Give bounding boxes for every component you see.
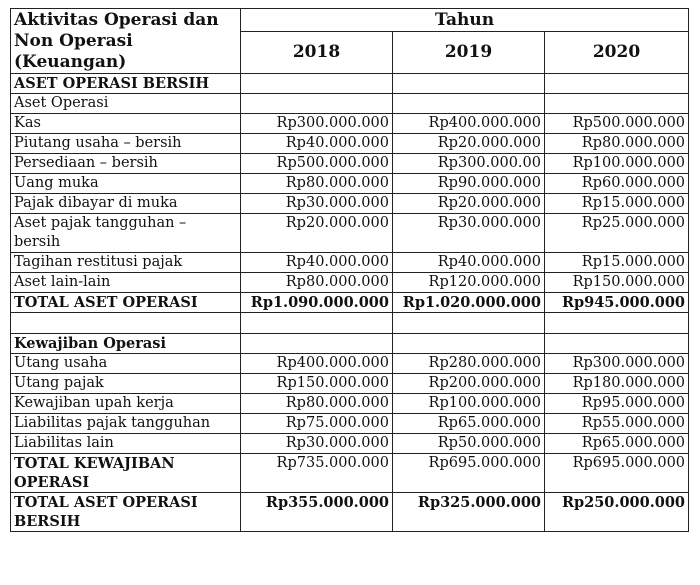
row-label: Aset lain-lain [11, 273, 241, 293]
row-label: Aset Operasi [11, 94, 241, 114]
cell-value-2018: Rp80.000.000 [241, 174, 393, 194]
row-label: Liabilitas lain [11, 434, 241, 454]
table-row [11, 214, 689, 253]
cell-value-2019 [393, 94, 545, 114]
cell-value-2018: Rp30.000.000 [241, 194, 393, 214]
table-row [11, 394, 689, 414]
cell-value-2019: Rp40.000.000 [393, 253, 545, 273]
table-row [11, 194, 689, 214]
cell-value-2018: Rp355.000.000 [241, 493, 393, 532]
row-label: TOTAL KEWAJIBAN OPERASI [11, 454, 241, 493]
cell-value-2018: Rp735.000.000 [241, 454, 393, 493]
row-label: Uang muka [11, 174, 241, 194]
cell-value-2018: Rp30.000.000 [241, 434, 393, 454]
table-row [11, 253, 689, 273]
cell-value-2018: Rp300.000.000 [241, 114, 393, 134]
row-label: Pajak dibayar di muka [11, 194, 241, 214]
cell-value-2018: Rp40.000.000 [241, 253, 393, 273]
row-label: ASET OPERASI BERSIH [11, 74, 241, 94]
cell-value-2019: Rp695.000.000 [393, 454, 545, 493]
row-label [11, 313, 241, 334]
table-row [11, 493, 689, 532]
cell-value-2019: Rp200.000.000 [393, 374, 545, 394]
cell-value-2019: Rp120.000.000 [393, 273, 545, 293]
cell-value-2018: Rp400.000.000 [241, 354, 393, 374]
row-label: Kewajiban upah kerja [11, 394, 241, 414]
table-row [11, 174, 689, 194]
cell-value-2020: Rp945.000.000 [545, 293, 689, 313]
cell-value-2020: Rp150.000.000 [545, 273, 689, 293]
cell-value-2019: Rp100.000.000 [393, 394, 545, 414]
table-row [11, 434, 689, 454]
table-row [11, 273, 689, 293]
row-label: Utang usaha [11, 354, 241, 374]
table-row [11, 454, 689, 493]
cell-value-2018: Rp500.000.000 [241, 154, 393, 174]
cell-value-2019 [393, 313, 545, 334]
cell-value-2018: Rp40.000.000 [241, 134, 393, 154]
table-row [11, 74, 689, 94]
row-label: TOTAL ASET OPERASI BERSIH [11, 493, 241, 532]
table-row [11, 414, 689, 434]
cell-value-2018: Rp80.000.000 [241, 394, 393, 414]
cell-value-2020: Rp60.000.000 [545, 174, 689, 194]
row-label: Piutang usaha – bersih [11, 134, 241, 154]
cell-value-2020: Rp80.000.000 [545, 134, 689, 154]
cell-value-2019: Rp400.000.000 [393, 114, 545, 134]
cell-value-2018 [241, 94, 393, 114]
cell-value-2019: Rp50.000.000 [393, 434, 545, 454]
cell-value-2019 [393, 334, 545, 354]
financial-table-container [10, 8, 689, 532]
cell-value-2020: Rp695.000.000 [545, 454, 689, 493]
table-row [11, 94, 689, 114]
table-row [11, 334, 689, 354]
cell-value-2020 [545, 334, 689, 354]
cell-value-2019: Rp300.000.00 [393, 154, 545, 174]
cell-value-2020: Rp65.000.000 [545, 434, 689, 454]
table-row [11, 293, 689, 313]
financial-table [10, 8, 689, 532]
cell-value-2020 [545, 313, 689, 334]
cell-value-2019: Rp280.000.000 [393, 354, 545, 374]
cell-value-2019: Rp325.000.000 [393, 493, 545, 532]
row-label: TOTAL ASET OPERASI [11, 293, 241, 313]
cell-value-2018: Rp80.000.000 [241, 273, 393, 293]
cell-value-2020 [545, 94, 689, 114]
cell-value-2018: Rp1.090.000.000 [241, 293, 393, 313]
table-body [11, 74, 689, 532]
table-row [11, 313, 689, 334]
header-tahun: Tahun [241, 9, 689, 32]
cell-value-2020: Rp15.000.000 [545, 194, 689, 214]
cell-value-2020: Rp300.000.000 [545, 354, 689, 374]
cell-value-2020: Rp500.000.000 [545, 114, 689, 134]
header-year-2020: 2020 [545, 32, 689, 74]
cell-value-2020 [545, 74, 689, 94]
row-label: Kewajiban Operasi [11, 334, 241, 354]
table-row [11, 114, 689, 134]
table-row [11, 354, 689, 374]
row-label: Aset pajak tangguhan – bersih [11, 214, 241, 253]
cell-value-2020: Rp100.000.000 [545, 154, 689, 174]
cell-value-2019: Rp20.000.000 [393, 194, 545, 214]
cell-value-2019: Rp90.000.000 [393, 174, 545, 194]
header-year-2018: 2018 [241, 32, 393, 74]
cell-value-2020: Rp95.000.000 [545, 394, 689, 414]
row-label: Persediaan – bersih [11, 154, 241, 174]
header-activity: Aktivitas Operasi dan Non Operasi (Keuangan) [11, 9, 241, 74]
row-label: Tagihan restitusi pajak [11, 253, 241, 273]
cell-value-2019: Rp65.000.000 [393, 414, 545, 434]
table-row [11, 134, 689, 154]
row-label: Liabilitas pajak tangguhan [11, 414, 241, 434]
cell-value-2020: Rp55.000.000 [545, 414, 689, 434]
cell-value-2019: Rp30.000.000 [393, 214, 545, 253]
cell-value-2020: Rp250.000.000 [545, 493, 689, 532]
cell-value-2018 [241, 74, 393, 94]
row-label: Kas [11, 114, 241, 134]
cell-value-2020: Rp25.000.000 [545, 214, 689, 253]
table-row [11, 374, 689, 394]
cell-value-2020: Rp180.000.000 [545, 374, 689, 394]
cell-value-2019: Rp1.020.000.000 [393, 293, 545, 313]
row-label: Utang pajak [11, 374, 241, 394]
cell-value-2018: Rp75.000.000 [241, 414, 393, 434]
header-year-2019: 2019 [393, 32, 545, 74]
cell-value-2018: Rp150.000.000 [241, 374, 393, 394]
cell-value-2018 [241, 313, 393, 334]
cell-value-2020: Rp15.000.000 [545, 253, 689, 273]
table-row [11, 154, 689, 174]
cell-value-2018: Rp20.000.000 [241, 214, 393, 253]
cell-value-2019 [393, 74, 545, 94]
cell-value-2018 [241, 334, 393, 354]
cell-value-2019: Rp20.000.000 [393, 134, 545, 154]
